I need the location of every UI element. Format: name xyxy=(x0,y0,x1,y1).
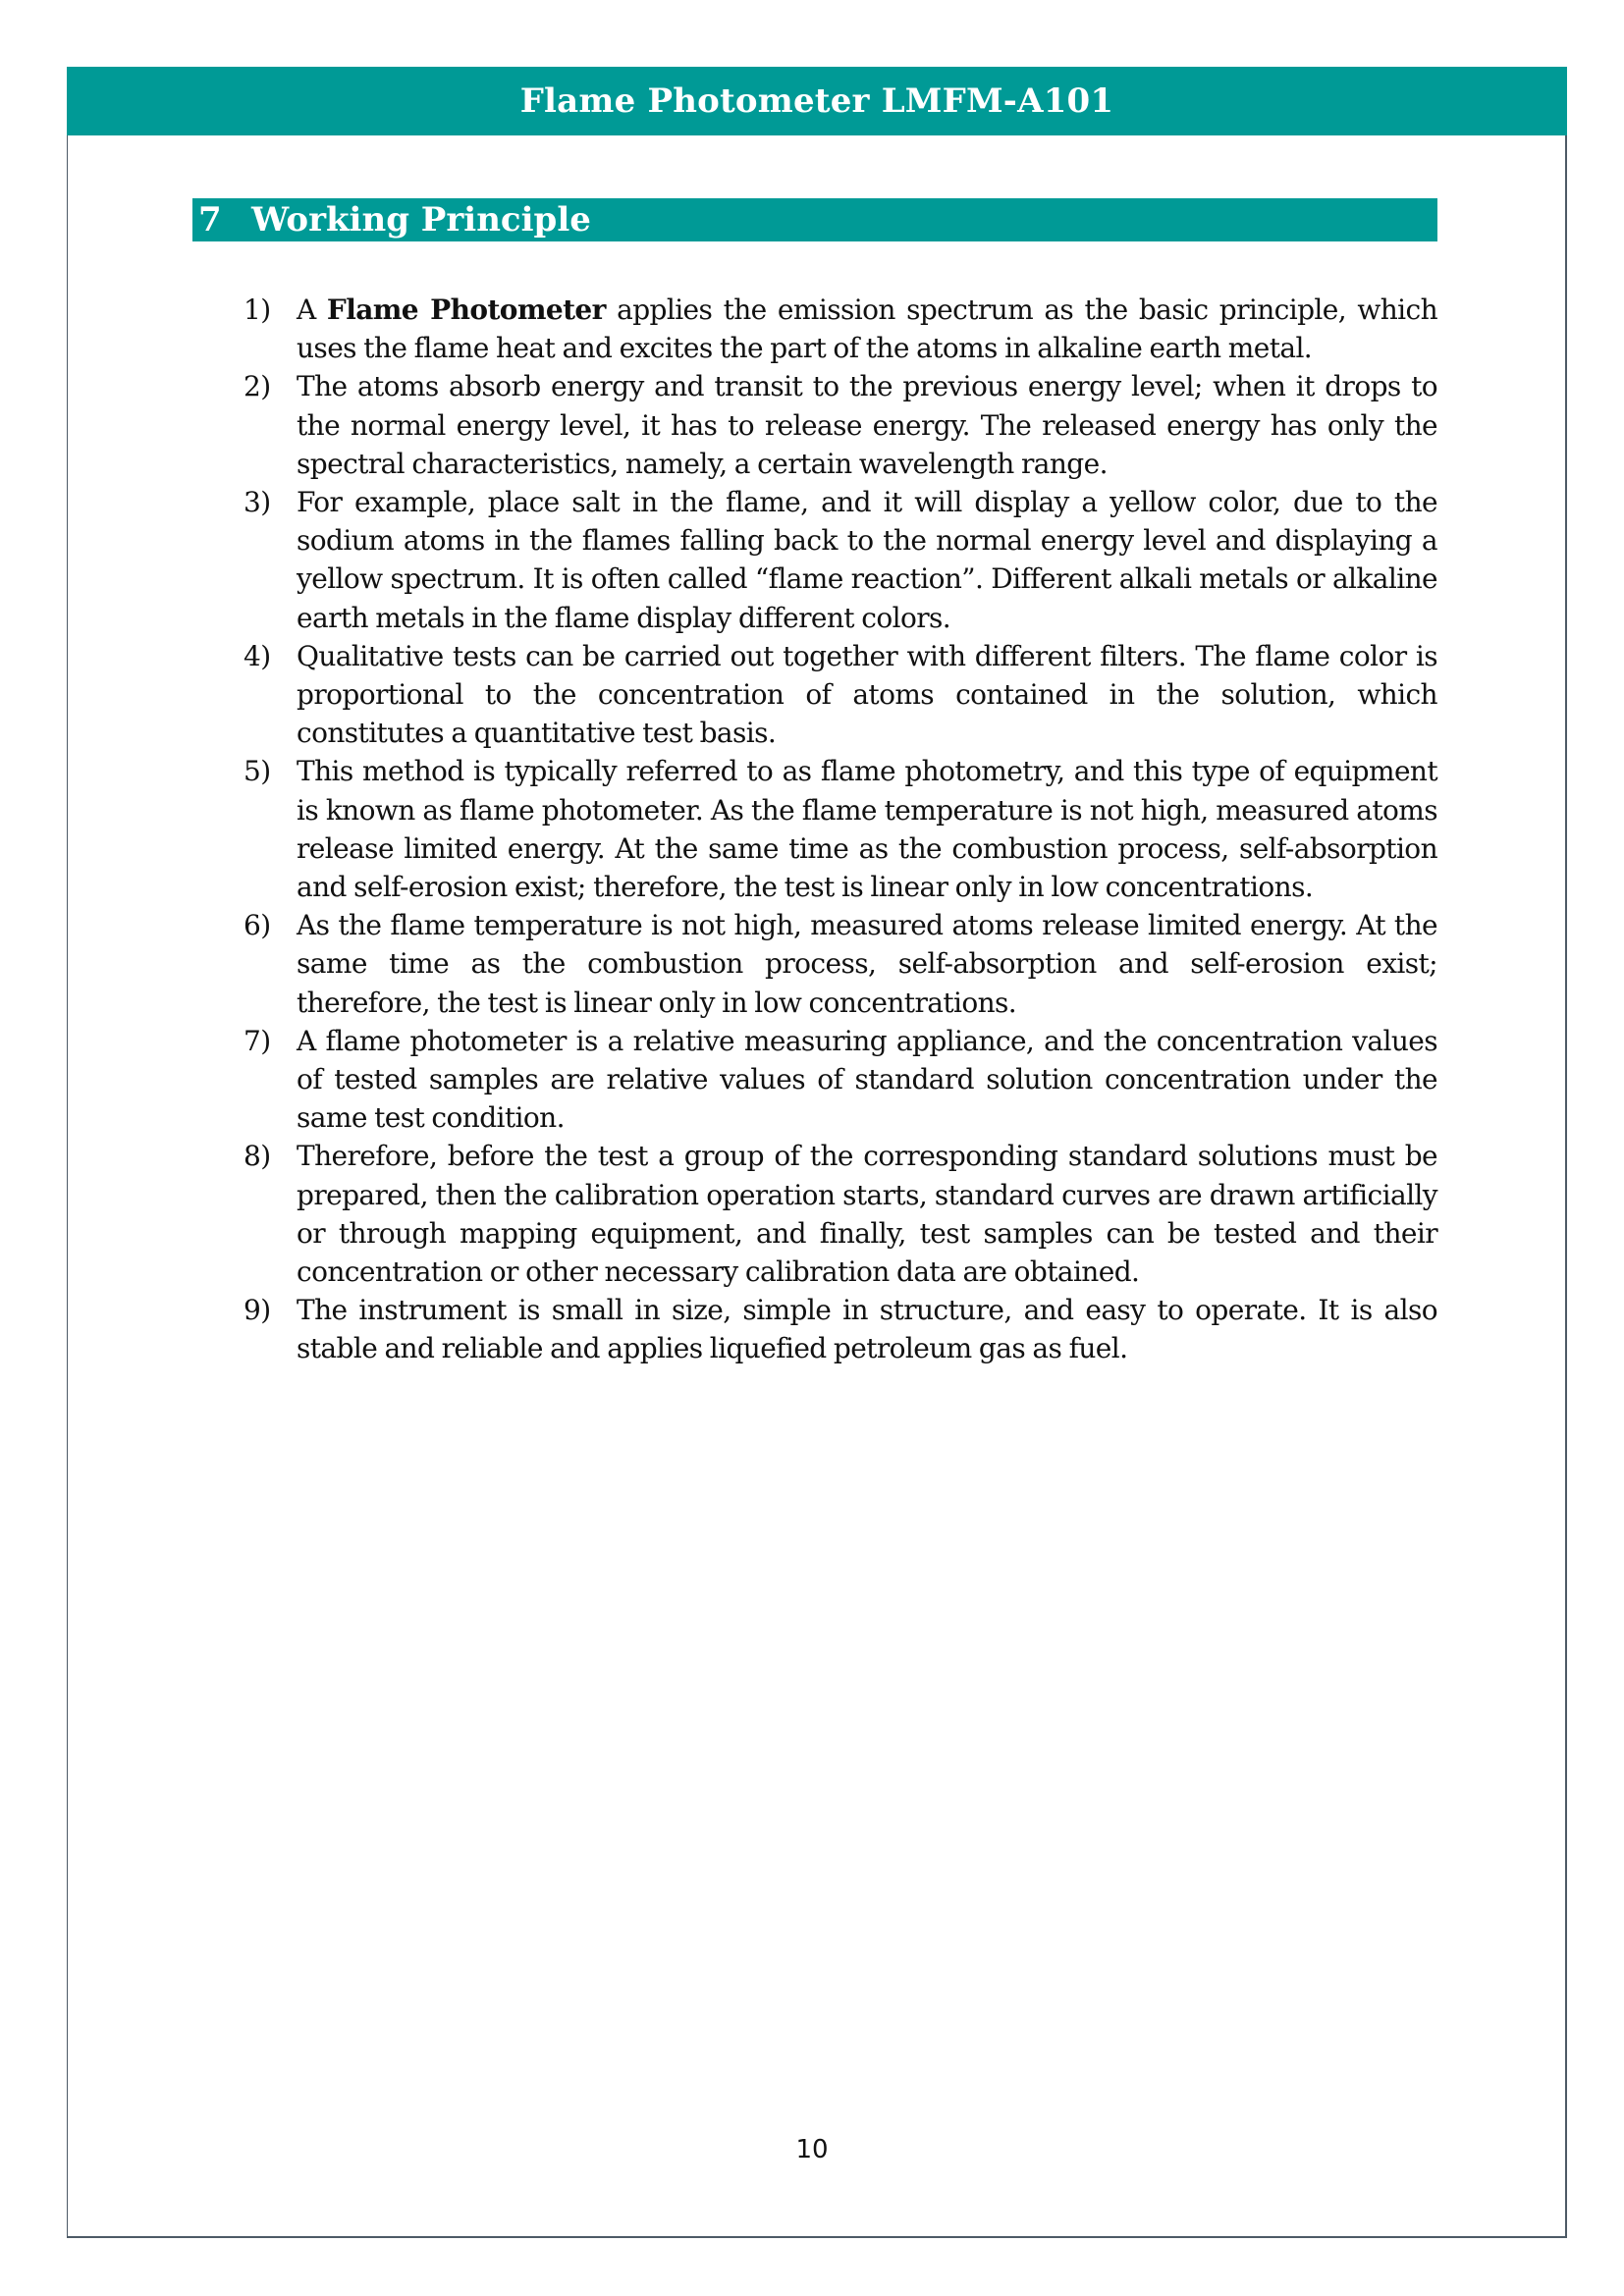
list-item xyxy=(244,367,1437,483)
list-item-text: For example, place salt in the flame, and it will display a yellow color, due to the sodium atoms in the flames falling back to the normal energy level and displaying a yellow spectrum. It is often called “flame reaction”. Different alkali metals or alkaline earth metals in the flame display different colors. xyxy=(297,486,1437,634)
section-title: Working Principle xyxy=(251,200,591,240)
list-item-text: Qualitative tests can be carried out together with different filters. The flame color is proportional to the concentration of atoms contained in the solution, which constitutes a quantitative test basis. xyxy=(297,639,1437,750)
list-marker: 3) xyxy=(244,486,271,519)
list-item-text: applies the emission spectrum as the basic principle, which uses the flame heat and excites the part of the atoms in alkaline earth metal. xyxy=(297,294,1438,365)
document-header xyxy=(67,67,1567,135)
list-item-text: This method is typically referred to as flame photometry, and this type of equipment is known as flame photometer. As the flame temperature is not high, measured atoms release limited energy. At the same time as the combustion process, self-absorption and self-erosion exist; therefore, the test is linear only in low concentrations. xyxy=(297,755,1437,904)
list-marker: 9) xyxy=(244,1294,271,1327)
list-item xyxy=(244,906,1437,1022)
list-item-text: As the flame temperature is not high, measured atoms release limited energy. At the same time as the combustion process, self-absorption and self-erosion exist; therefore, the test is linear only in low concentrations. xyxy=(297,909,1437,1019)
section-number: 7 xyxy=(198,200,222,240)
list-item xyxy=(244,1022,1437,1138)
page-number: 10 xyxy=(795,2135,829,2164)
list-item-prefix: A xyxy=(297,294,327,326)
list-marker: 5) xyxy=(244,755,271,788)
list-marker: 8) xyxy=(244,1140,271,1173)
list-item xyxy=(244,752,1437,906)
principles-list xyxy=(244,291,1437,1368)
list-item xyxy=(244,483,1437,637)
list-item xyxy=(244,291,1437,367)
list-item xyxy=(244,637,1437,753)
list-item xyxy=(244,1291,1437,1367)
list-item-text: A flame photometer is a relative measuring appliance, and the concentration values of tested samples are relative values of standard solution concentration under the same test condition. xyxy=(297,1024,1437,1135)
list-marker: 4) xyxy=(244,639,271,672)
list-item-text: Therefore, before the test a group of the corresponding standard solutions must be prepared, then the calibration operation starts, standard curves are drawn artificially or through mapping equipment, and finally, test samples can be tested and their concentration or other necessary calibration data are obtained. xyxy=(297,1140,1437,1289)
list-item-bold-term: Flame Photometer xyxy=(326,294,606,326)
list-item xyxy=(244,1137,1437,1291)
list-item-text: The atoms absorb energy and transit to the previous energy level; when it drops to the normal energy level, it has to release energy. The released energy has only the spectral characteristics, namely, a certain wavelength range. xyxy=(297,370,1437,480)
document-title: Flame Photometer LMFM-A101 xyxy=(519,81,1114,121)
list-marker: 1) xyxy=(244,294,271,326)
section-heading xyxy=(192,198,1437,241)
list-marker: 2) xyxy=(244,370,271,403)
section-body xyxy=(244,291,1437,1368)
list-marker: 6) xyxy=(244,909,271,942)
list-item-text: The instrument is small in size, simple in structure, and easy to operate. It is also stable and reliable and applies liquefied petroleum gas as fuel. xyxy=(297,1294,1437,1365)
list-marker: 7) xyxy=(244,1024,271,1057)
